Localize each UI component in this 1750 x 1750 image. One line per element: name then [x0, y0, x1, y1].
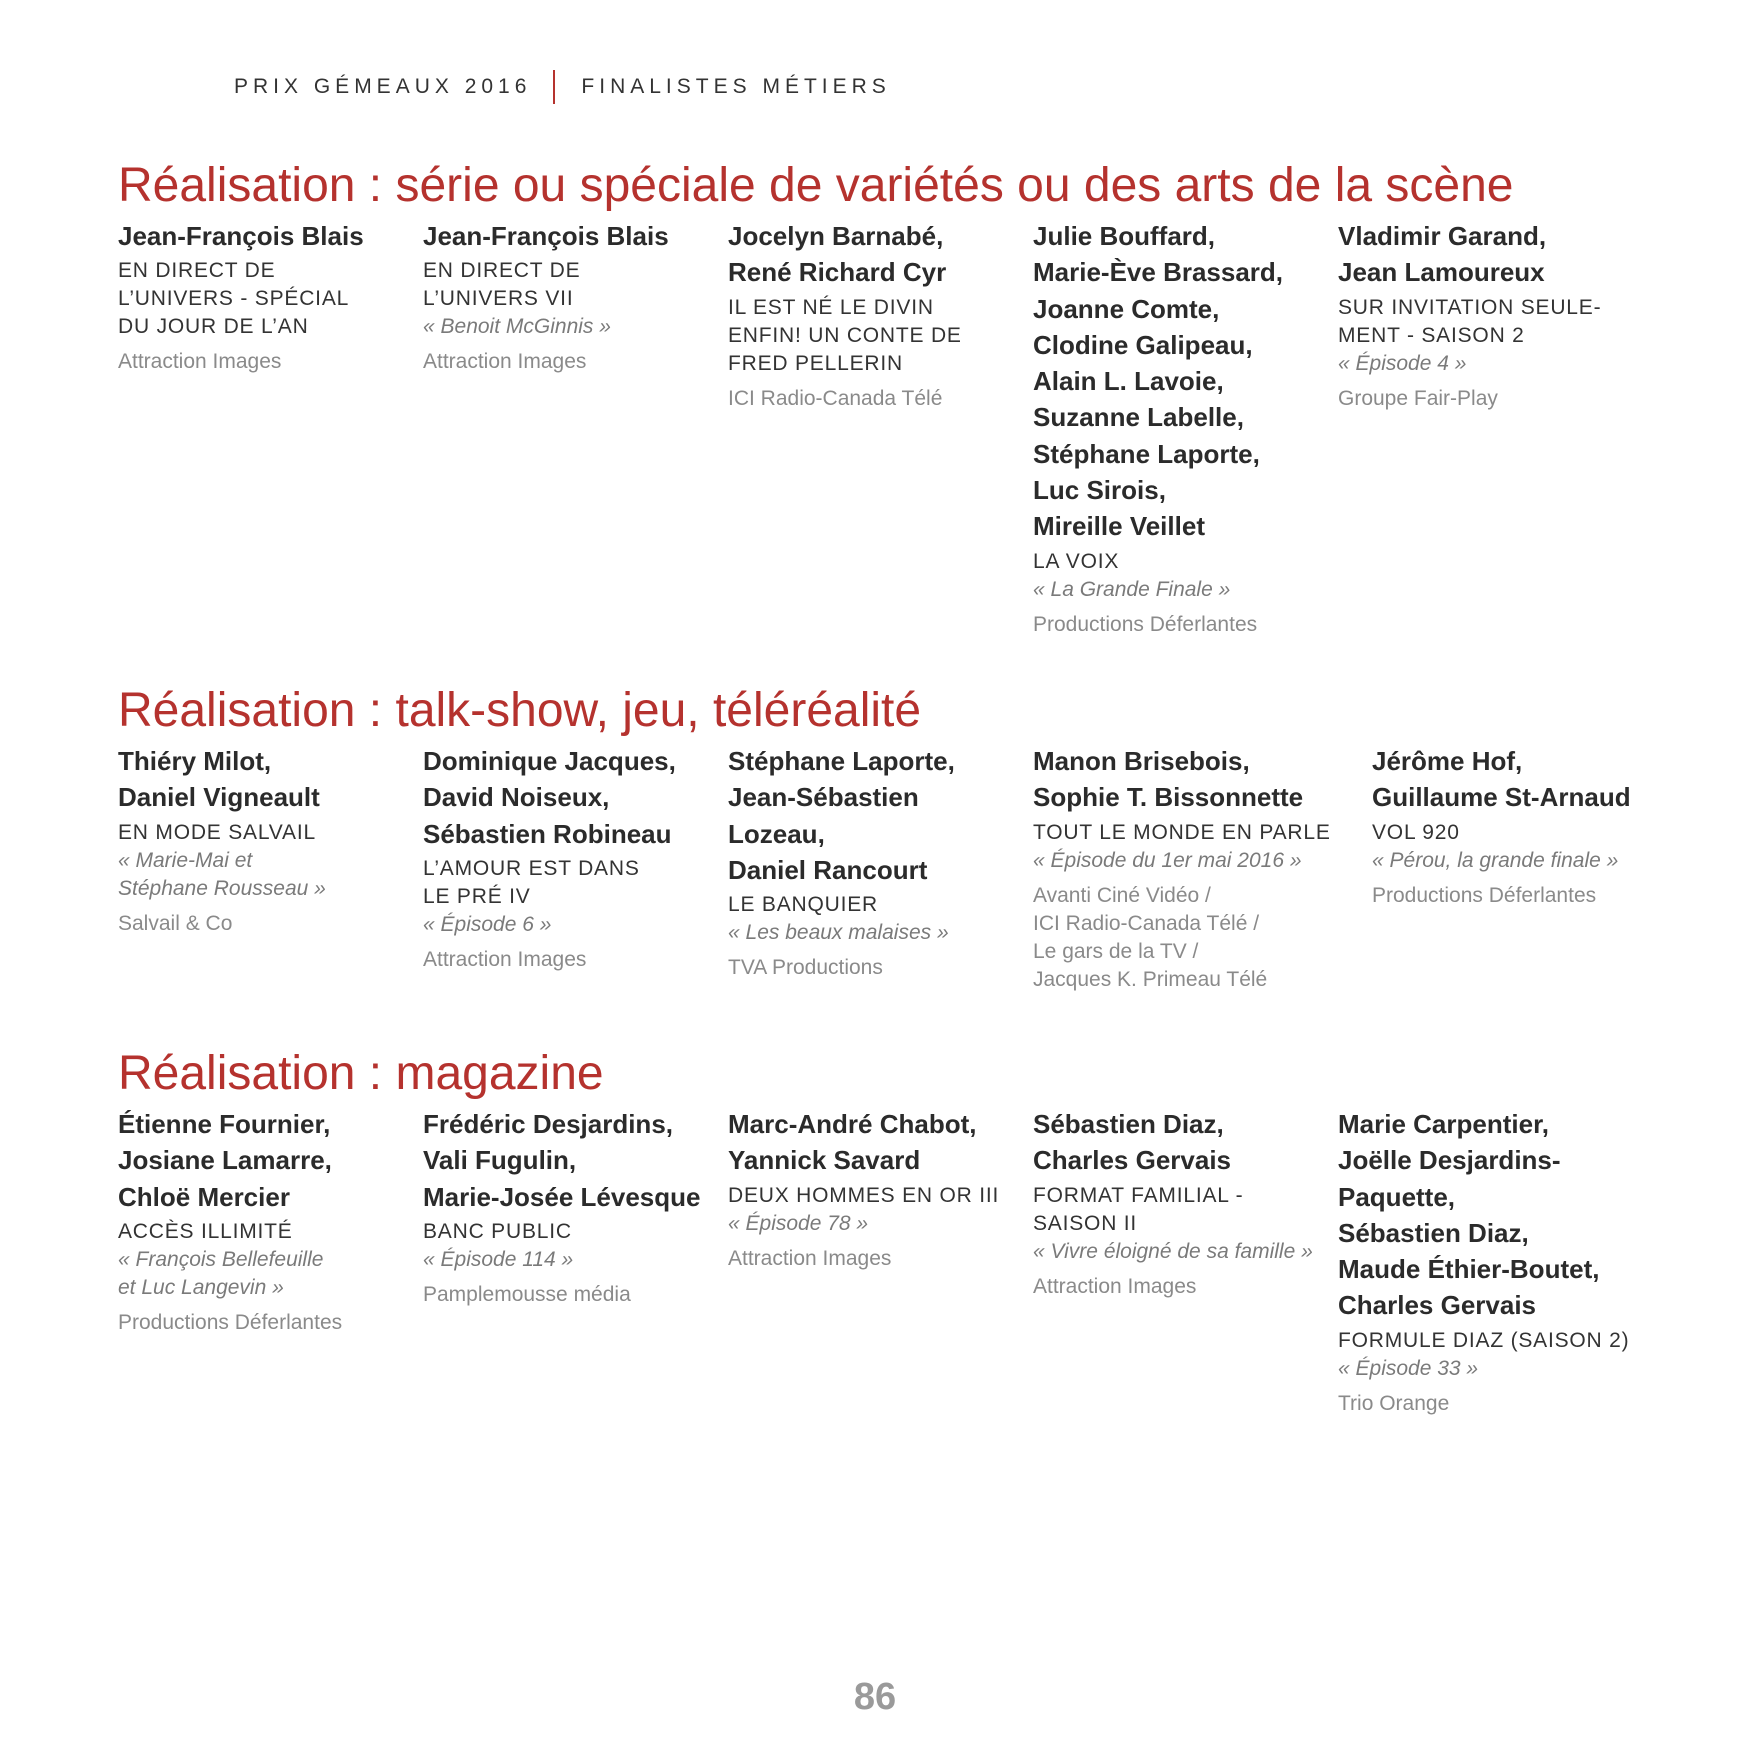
nominee-names: Sébastien Diaz, Charles Gervais [1033, 1109, 1232, 1176]
program-title: BANC PUBLIC [423, 1219, 572, 1243]
section-title: Réalisation : série ou spéciale de variétés ou des arts de la scène [118, 159, 1514, 212]
section-title: Réalisation : magazine [118, 1047, 604, 1100]
program-title: EN DIRECT DE L’UNIVERS - SPÉCIAL DU JOUR DE L’AN [118, 259, 350, 339]
nominee-card [1033, 1106, 1333, 1301]
nominee-names: Julie Bouffard, Marie-Ève Brassard, Joanne Comte, Clodine Galipeau, Alain L. Lavoie, Suzanne Labelle, Stéphane Laporte, Luc Sirois, Mireille Veillet [1033, 221, 1284, 542]
nominee-card [1033, 743, 1333, 994]
production-company: ICI Radio-Canada Télé [728, 386, 943, 410]
nominee-names: Étienne Fournier, Josiane Lamarre, Chloë Mercier [118, 1109, 332, 1212]
production-company: Productions Déferlantes [1372, 883, 1597, 907]
program-title: EN MODE SALVAIL [118, 820, 316, 844]
program-title: EN DIRECT DE L’UNIVERS VII [423, 259, 581, 311]
nominee-card [118, 1106, 414, 1337]
episode-title: « Épisode 6 » [423, 912, 552, 936]
program-title: L’AMOUR EST DANS LE PRÉ IV [423, 856, 640, 908]
program-title: VOL 920 [1372, 820, 1460, 844]
nominee-names: Stéphane Laporte, Jean-Sébastien Lozeau, Daniel Rancourt [728, 746, 955, 885]
nominee-card [728, 218, 1024, 413]
program-title: LE BANQUIER [728, 893, 879, 917]
section-magazine [118, 1046, 1678, 1566]
program-title: TOUT LE MONDE EN PARLE [1033, 820, 1331, 844]
production-company: Trio Orange [1338, 1391, 1450, 1415]
nominee-names: Jérôme Hof, Guillaume St-Arnaud [1372, 746, 1631, 813]
production-company: Groupe Fair-Play [1338, 386, 1498, 410]
program-title: ACCÈS ILLIMITÉ [118, 1219, 293, 1243]
production-company: Productions Déferlantes [118, 1310, 343, 1334]
nominee-card [1338, 1106, 1638, 1418]
nominee-card [118, 743, 414, 938]
section-title: Réalisation : talk-show, jeu, téléréalité [118, 684, 922, 737]
episode-title: « Marie-Mai et Stéphane Rousseau » [118, 848, 326, 900]
production-company: Attraction Images [728, 1246, 892, 1270]
production-company: Attraction Images [423, 947, 587, 971]
episode-title: « Épisode 33 » [1338, 1356, 1479, 1380]
nominee-names: Jean-François Blais [118, 221, 364, 251]
program-title: FORMULE DIAZ (SAISON 2) [1338, 1328, 1630, 1352]
nominee-names: Vladimir Garand, Jean Lamoureux [1338, 221, 1547, 288]
program-title: SUR INVITATION SEULE- MENT - SAISON 2 [1338, 295, 1602, 347]
running-head-divider [553, 70, 555, 104]
production-company: Salvail & Co [118, 911, 233, 935]
running-head-right: FINALISTES MÉTIERS [581, 75, 891, 98]
production-company: Avanti Ciné Vidéo / ICI Radio-Canada Télé / Le gars de la TV / Jacques K. Primeau Télé [1033, 883, 1268, 991]
nominee-card [1372, 743, 1672, 910]
production-company: Productions Déferlantes [1033, 612, 1258, 636]
nominee-names: Marie Carpentier, Joëlle Desjardins- Paquette, Sébastien Diaz, Maude Éthier-Boutet, Charles Gervais [1338, 1109, 1600, 1321]
running-head [234, 70, 891, 104]
nominee-names: Jean-François Blais [423, 221, 669, 251]
episode-title: « Pérou, la grande finale » [1372, 848, 1619, 872]
section-variety [118, 158, 1678, 678]
nominee-names: Dominique Jacques, David Noiseux, Sébastien Robineau [423, 746, 676, 849]
nominee-card [728, 1106, 1024, 1273]
nominee-names: Frédéric Desjardins, Vali Fugulin, Marie-Josée Lévesque [423, 1109, 701, 1212]
nominee-names: Manon Brisebois, Sophie T. Bissonnette [1033, 746, 1304, 813]
episode-title: « La Grande Finale » [1033, 577, 1231, 601]
nominee-card [423, 218, 719, 376]
program-title: IL EST NÉ LE DIVIN ENFIN! UN CONTE DE FRED PELLERIN [728, 295, 962, 375]
page-number: 86 [853, 1676, 897, 1718]
episode-title: « François Bellefeuille et Luc Langevin » [118, 1247, 324, 1299]
production-company: Pamplemousse média [423, 1282, 631, 1306]
production-company: Attraction Images [423, 350, 587, 374]
program-title: LA VOIX [1033, 549, 1120, 573]
nominee-card [118, 218, 414, 376]
episode-title: « Épisode 78 » [728, 1211, 869, 1235]
production-company: TVA Productions [728, 956, 883, 980]
production-company: Attraction Images [1033, 1274, 1197, 1298]
nominee-names: Jocelyn Barnabé, René Richard Cyr [728, 221, 947, 288]
nominee-names: Marc-André Chabot, Yannick Savard [728, 1109, 977, 1176]
production-company: Attraction Images [118, 350, 282, 374]
episode-title: « Les beaux malaises » [728, 921, 949, 945]
episode-title: « Vivre éloigné de sa famille » [1033, 1239, 1313, 1263]
nominee-card [1033, 218, 1333, 639]
episode-title: « Épisode 114 » [423, 1247, 574, 1271]
episode-title: « Benoit McGinnis » [423, 315, 611, 339]
nominee-card [728, 743, 1024, 982]
program-title: FORMAT FAMILIAL - SAISON II [1033, 1183, 1244, 1235]
nominee-card [1338, 218, 1638, 413]
episode-title: « Épisode 4 » [1338, 351, 1467, 375]
nominee-grid [118, 1106, 1678, 1566]
nominee-card [423, 743, 719, 974]
nominee-card [423, 1106, 719, 1309]
running-head-left: PRIX GÉMEAUX 2016 [234, 75, 532, 98]
program-title: DEUX HOMMES EN OR III [728, 1183, 1000, 1207]
episode-title: « Épisode du 1er mai 2016 » [1033, 848, 1302, 872]
nominee-grid [118, 218, 1678, 678]
nominee-names: Thiéry Milot, Daniel Vigneault [118, 746, 320, 813]
